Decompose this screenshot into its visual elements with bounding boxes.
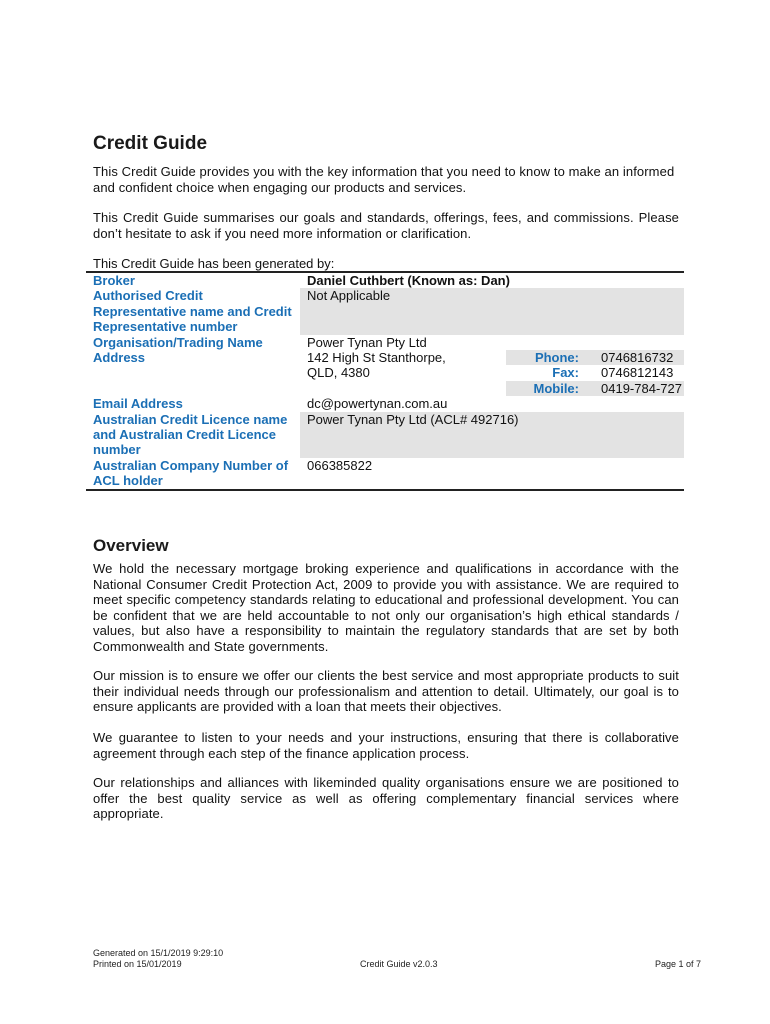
- address-row: [86, 350, 684, 396]
- overview-paragraph-3: We guarantee to listen to your needs and your instructions, ensuring that there is collaborative agreement through each step of the finance application process.: [93, 730, 679, 761]
- footer-version: Credit Guide v2.0.3: [360, 959, 438, 969]
- address-label: Address: [86, 350, 300, 396]
- acn-row: [86, 458, 684, 489]
- broker-details-table: [86, 271, 684, 491]
- footer-generated: Generated on 15/1/2019 9:29:10: [93, 948, 224, 958]
- mobile-row: [506, 381, 684, 396]
- generated-by-label: This Credit Guide has been generated by:: [93, 256, 335, 271]
- overview-paragraph-2: Our mission is to ensure we offer our clients the best service and most appropriate products to suit their individual needs through our professionalism and attention to detail. Ultimately, our goal is to ensure applicants are provided with a loan that meets their objectives.: [93, 668, 679, 714]
- phone-label: Phone:: [534, 350, 579, 366]
- footer-printed: Printed on 15/01/2019: [93, 959, 182, 969]
- acl-row: [86, 412, 684, 458]
- email-row: [86, 396, 684, 411]
- address-block: [300, 350, 684, 396]
- fax-label: Fax:: [552, 365, 579, 381]
- address-text: [300, 350, 506, 396]
- email-value[interactable]: dc@powertynan.com.au: [307, 396, 448, 412]
- address-line-1: 142 High St Stanthorpe,: [307, 350, 446, 366]
- acn-value: 066385822: [307, 457, 373, 473]
- overview-paragraph-1: We hold the necessary mortgage broking experience and qualifications in accordance with the National Consumer Credit Protection Act, 2009 to provide you with assistance. We are required to meet specific competency standards relating to educational and professional development. You can be confident that we are held accountable to not only our organisation’s high ethical standards / values, but also have a responsibility to maintain the regulatory standards that are set by both Commonwealth and State governments.: [93, 561, 679, 654]
- acl-value: Power Tynan Pty Ltd (ACL# 492716): [300, 412, 684, 458]
- overview-paragraph-4: Our relationships and alliances with likeminded quality organisations ensure we are positioned to offer the best quality service as well as offering complementary financial services where appropriate.: [93, 775, 679, 821]
- broker-row: [86, 273, 684, 288]
- org-row: [86, 335, 684, 350]
- broker-label: Broker: [86, 273, 300, 288]
- mobile-label: Mobile:: [533, 380, 579, 396]
- fax-value: 0746812143: [601, 365, 674, 381]
- footer-left: [93, 948, 223, 970]
- page-title: Credit Guide: [93, 133, 208, 154]
- phone-value: 0746816732: [601, 350, 674, 366]
- contact-numbers: [506, 350, 684, 396]
- footer-page-number: Page 1 of 7: [655, 959, 702, 969]
- intro-paragraph-2: This Credit Guide summarises our goals and standards, offerings, fees, and commissions. Please don’t hesitate to ask if you need more information or clarification.: [93, 210, 679, 241]
- acn-label: Australian Company Number of ACL holder: [86, 458, 300, 489]
- org-value: Power Tynan Pty Ltd: [307, 334, 427, 350]
- mobile-value: 0419-784-727: [601, 380, 682, 396]
- overview-heading: Overview: [93, 536, 169, 555]
- fax-row: [506, 365, 684, 380]
- broker-value: Daniel Cuthbert (Known as: Dan): [307, 273, 510, 288]
- org-label: Organisation/Trading Name: [86, 335, 300, 350]
- intro-paragraph-1: This Credit Guide provides you with the key information that you need to know to make an informed and confident choice when engaging our products and services.: [93, 164, 675, 195]
- email-label: Email Address: [86, 396, 300, 411]
- acr-label: Authorised Credit Representative name and Credit Representative number: [86, 288, 300, 334]
- acr-value: Not Applicable: [300, 288, 684, 334]
- acl-label: Australian Credit Licence name and Australian Credit Licence number: [86, 412, 300, 458]
- acr-row: [86, 288, 684, 334]
- phone-row: [506, 350, 684, 365]
- address-line-2: QLD, 4380: [307, 365, 370, 381]
